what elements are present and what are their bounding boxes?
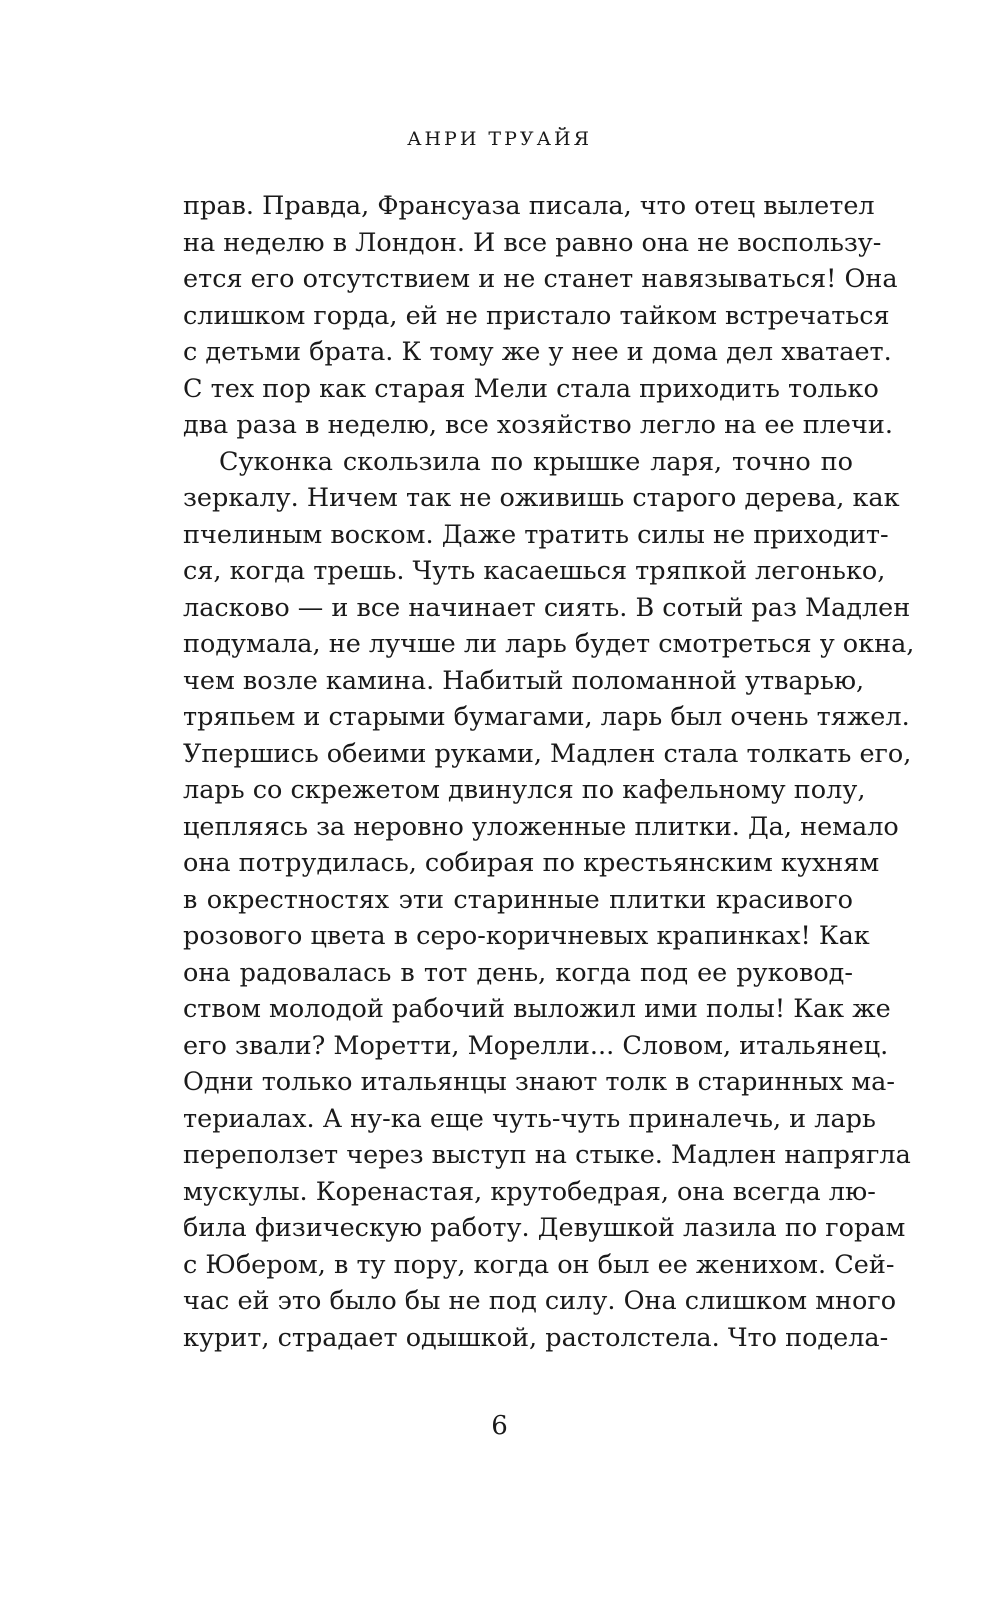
text-line-paragraph-end: два раза в неделю, все хозяйство легло на ее плечи. [183,410,893,440]
text-line: зеркалу. Ничем так не оживишь старого дерева, как [183,483,900,513]
text-line: розового цвета в серо-коричневых крапинках! Как [183,921,870,951]
text-line: она потрудилась, собирая по крестьянским кухням [183,848,880,878]
text-line: мускулы. Коренастая, крутобедрая, она всегда лю- [183,1176,876,1207]
text-line: с Юбером, в ту пору, когда он был ее женихом. Сей- [183,1249,895,1280]
text-line: ласково — и все начинает сиять. В сотый раз Мадлен [183,592,911,623]
text-line: слишком горда, ей не пристало тайком встречаться [183,300,890,331]
text-line: чем возле камина. Набитый поломанной утварью, [183,665,865,696]
text-line: пчелиным воском. Даже тратить силы не приходит- [183,519,889,550]
text-line: в окрестностях эти старинные плитки красивого [183,884,853,915]
text-line: била физическую работу. Девушкой лазила по горам [183,1213,906,1243]
text-line: час ей это было бы не под силу. Она слишком много [183,1286,897,1316]
text-line: ся, когда трешь. Чуть касаешься тряпкой легонько, [183,556,886,586]
text-line: ством молодой рабочий выложил ими полы! Как же [183,994,891,1024]
text-line: цепляясь за неровно уложенные плитки. Да, немало [183,811,899,842]
body-text [183,188,915,1356]
text-line: С тех пор как старая Мели стала приходить только [183,373,879,404]
text-line: курит, страдает одышкой, растолстела. Что подела- [183,1322,889,1353]
text-line: прав. Правда, Франсуаза писала, что отец вылетел [183,191,875,221]
text-line: на неделю в Лондон. И все равно она не воспользу- [183,227,882,258]
text-line-paragraph-start: Суконка скользила по крышке ларя, точно по [219,446,853,477]
text-line: ется его отсутствием и не станет навязываться! Она [183,264,898,294]
running-head-author: АНРИ ТРУАЙЯ [407,128,592,150]
text-line: переползет через выступ на стыке. Мадлен напрягла [183,1140,911,1170]
text-line: подумала, не лучше ли ларь будет смотреться у окна, [183,629,915,659]
text-line: Упершись обеими руками, Мадлен стала толкать его, [183,738,912,769]
text-line: тряпьем и старыми бумагами, ларь был очень тяжел. [183,702,910,732]
text-line: ларь со скрежетом двинулся по кафельному полу, [183,775,866,805]
text-line: его звали? Моретти, Морелли... Словом, итальянец. [183,1030,889,1061]
page-number: 6 [491,1411,508,1441]
text-line: териалах. А ну-ка еще чуть-чуть приналечь, и ларь [183,1103,876,1134]
text-line: она радовалась в тот день, когда под ее руковод- [183,957,853,988]
text-line: Одни только итальянцы знают толк в старинных ма- [183,1067,895,1097]
text-line: с детьми брата. К тому же у нее и дома дел хватает. [183,337,892,367]
